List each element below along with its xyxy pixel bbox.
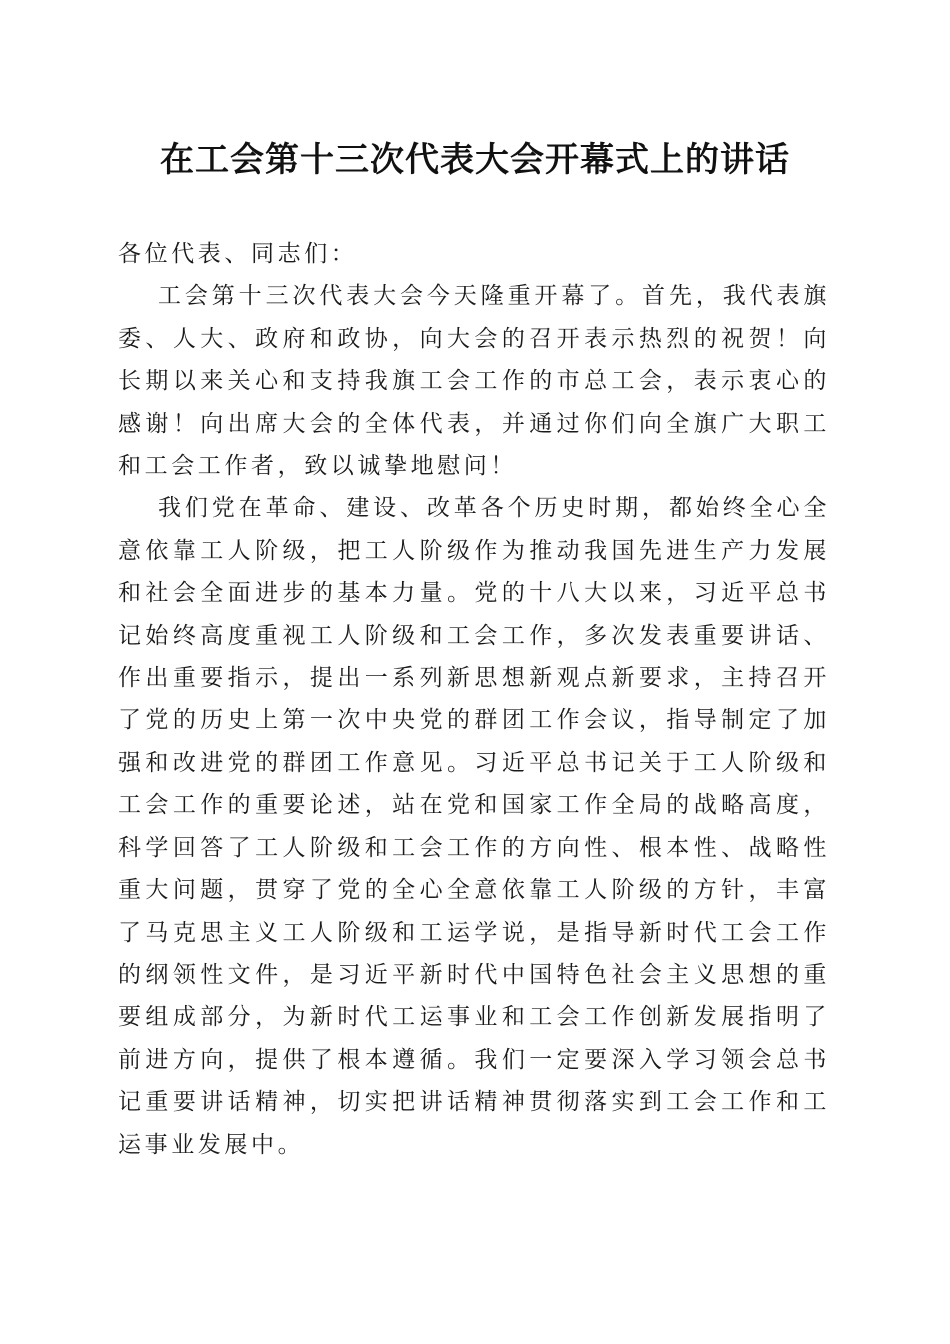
paragraph-opening: 工会第十三次代表大会今天隆重开幕了。首先，我代表旗委、人大、政府和政协，向大会的召开表示热烈的祝贺！向长期以来关心和支持我旗工会工作的市总工会，表示衷心的感谢！向出席大会的全体代表，并通过你们向全旗广大职工和工会工作者，致以诚挚地慰问！	[118, 283, 830, 480]
salutation: 各位代表、同志们：	[118, 241, 358, 267]
document-body	[118, 233, 830, 1166]
document-title: 在工会第十三次代表大会开幕式上的讲话	[160, 140, 790, 180]
paragraph-history: 我们党在革命、建设、改革各个历史时期，都始终全心全意依靠工人阶级，把工人阶级作为推动我国先进生产力发展和社会全面进步的基本力量。党的十八大以来，习近平总书记始终高度重视工人阶级和工会工作，多次发表重要讲话、作出重要指示，提出一系列新思想新观点新要求，主持召开了党的历史上第一次中央党的群团工作会议，指导制定了加强和改进党的群团工作意见。习近平总书记关于工人阶级和工会工作的重要论述，站在党和国家工作全局的战略高度，科学回答了工人阶级和工会工作的方向性、根本性、战略性重大问题，贯穿了党的全心全意依靠工人阶级的方针，丰富了马克思主义工人阶级和工运学说，是指导新时代工会工作的纲领性文件，是习近平新时代中国特色社会主义思想的重要组成部分，为新时代工运事业和工会工作创新发展指明了前进方向，提供了根本遵循。我们一定要深入学习领会总书记重要讲话精神，切实把讲话精神贯彻落实到工会工作和工运事业发展中。	[118, 495, 830, 1158]
